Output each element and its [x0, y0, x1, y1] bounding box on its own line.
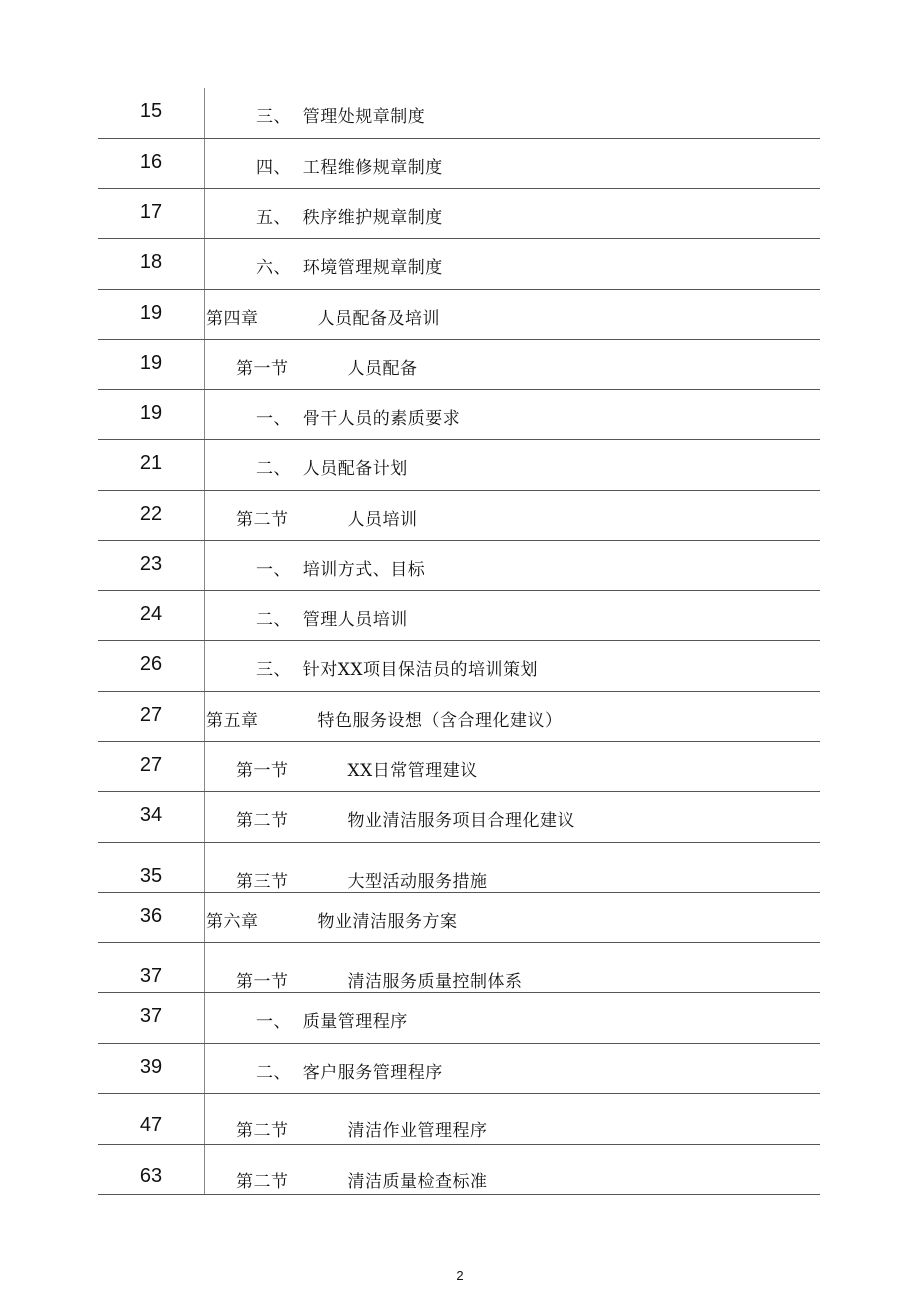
toc-row	[98, 591, 820, 641]
toc-row	[98, 993, 820, 1044]
toc-entry-title: 一、 培训方式、目标	[256, 560, 426, 580]
toc-entry-title: 第四章 人员配备及培训	[206, 309, 441, 329]
toc-page-number: 63	[139, 1165, 163, 1187]
toc-entry-title: 五、 秩序维护规章制度	[256, 208, 443, 228]
toc-row	[98, 943, 820, 993]
toc-page-number: 34	[139, 804, 163, 826]
toc-page-number: 26	[139, 653, 163, 675]
toc-entry-title: 二、 客户服务管理程序	[256, 1063, 443, 1083]
toc-row	[98, 491, 820, 541]
toc-page-number: 15	[139, 100, 163, 122]
toc-row	[98, 390, 820, 440]
toc-page-number: 39	[139, 1056, 163, 1078]
toc-page-number: 27	[139, 754, 163, 776]
toc-row	[98, 692, 820, 742]
toc-row	[98, 1044, 820, 1094]
toc-entry-title: 一、 骨干人员的素质要求	[256, 409, 461, 429]
toc-entry-title: 三、 针对XX项目保洁员的培训策划	[256, 660, 539, 680]
toc-page-number: 18	[139, 251, 163, 273]
toc-row	[98, 189, 820, 239]
toc-entry-title: 第一节 清洁服务质量控制体系	[236, 972, 523, 992]
toc-row	[98, 893, 820, 943]
toc-entry-title: 四、 工程维修规章制度	[256, 158, 443, 178]
toc-entry-title: 第三节 大型活动服务措施	[236, 872, 488, 892]
toc-row	[98, 139, 820, 189]
toc-row	[98, 1094, 820, 1145]
toc-row	[98, 792, 820, 843]
toc-entry-title: 第二节 物业清洁服务项目合理化建议	[236, 811, 576, 831]
toc-entry-title: 第六章 物业清洁服务方案	[206, 912, 458, 932]
toc-entry-title: 二、 人员配备计划	[256, 459, 408, 479]
toc-row	[98, 641, 820, 692]
toc-row	[98, 1145, 820, 1195]
toc-entry-title: 第一节 人员配备	[236, 359, 418, 379]
toc-page-number: 24	[139, 603, 163, 625]
toc-page-number: 37	[139, 965, 163, 987]
toc-entry-title: 第二节 清洁质量检查标准	[236, 1172, 488, 1192]
toc-page-number: 17	[139, 201, 163, 223]
toc-row	[98, 290, 820, 340]
toc-row	[98, 541, 820, 591]
toc-entry-title: 第二节 人员培训	[236, 510, 418, 530]
toc-row	[98, 843, 820, 893]
toc-page-number: 21	[139, 452, 163, 474]
toc-page-number: 19	[139, 352, 163, 374]
toc-entry-title: 一、 质量管理程序	[256, 1012, 408, 1032]
toc-page-number: 37	[139, 1005, 163, 1027]
toc-row	[98, 440, 820, 491]
page-number: 2	[456, 1268, 464, 1283]
toc-entry-title: 第一节 XX日常管理建议	[236, 761, 478, 781]
toc-page-number: 27	[139, 704, 163, 726]
toc-entry-title: 三、 管理处规章制度	[256, 107, 426, 127]
toc-page-number: 22	[139, 503, 163, 525]
toc-entry-title: 二、 管理人员培训	[256, 610, 408, 630]
table-of-contents	[98, 88, 820, 1195]
toc-row	[98, 239, 820, 290]
toc-page-number: 36	[139, 905, 163, 927]
toc-entry-title: 六、 环境管理规章制度	[256, 258, 443, 278]
toc-row	[98, 742, 820, 792]
toc-entry-title: 第五章 特色服务设想（含合理化建议）	[206, 711, 563, 731]
toc-page-number: 23	[139, 553, 163, 575]
toc-entry-title: 第二节 清洁作业管理程序	[236, 1121, 488, 1141]
toc-page-number: 35	[139, 865, 163, 887]
toc-page-number: 19	[139, 302, 163, 324]
toc-page-number: 47	[139, 1114, 163, 1136]
toc-page-number: 19	[139, 402, 163, 424]
toc-row	[98, 340, 820, 390]
toc-row	[98, 88, 820, 139]
toc-page-number: 16	[139, 151, 163, 173]
